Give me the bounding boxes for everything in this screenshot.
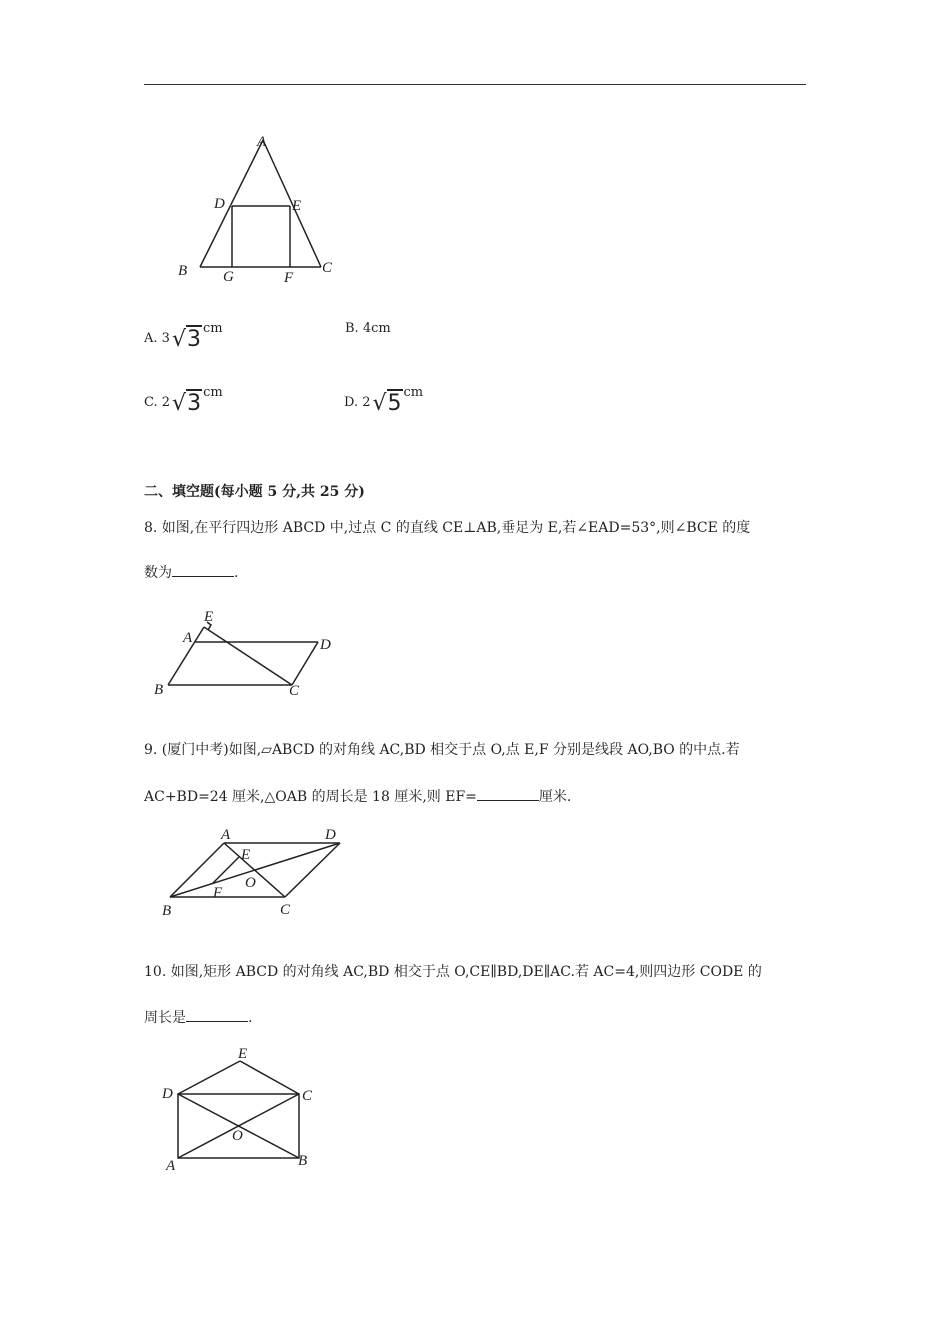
option-c bbox=[144, 380, 223, 416]
label-c: C bbox=[322, 260, 333, 276]
q9-answer-blank[interactable] bbox=[477, 786, 539, 801]
q8-answer-blank[interactable] bbox=[172, 562, 234, 577]
label-g: G bbox=[223, 269, 234, 285]
q10-suffix: . bbox=[248, 1010, 253, 1026]
option-a-unit: cm bbox=[202, 321, 223, 336]
label-a: A bbox=[257, 134, 267, 150]
label-o: O bbox=[232, 1128, 243, 1144]
q10-prefix: 周长是 bbox=[144, 1010, 186, 1026]
label-e: E bbox=[238, 1046, 248, 1062]
q10-figure bbox=[160, 1045, 330, 1175]
q10-line1: 10. 如图,矩形 ABCD 的对角线 AC,BD 相交于点 O,CE∥BD,DE∥AC.若 AC=4,则四边形 CODE 的 bbox=[144, 964, 762, 980]
option-a-prefix: A. 3 bbox=[144, 331, 170, 346]
q8-line1: 8. 如图,在平行四边形 ABCD 中,过点 C 的直线 CE⊥AB,垂足为 E,若∠EAD=53°,则∠BCE 的度 bbox=[144, 520, 751, 536]
section-title: 二、填空题(每小题 5 分,共 25 分) bbox=[144, 484, 365, 500]
q8-prefix: 数为 bbox=[144, 565, 172, 581]
label-f: F bbox=[284, 270, 294, 286]
sqrt-icon: √3 bbox=[171, 327, 201, 352]
option-d bbox=[344, 380, 424, 416]
option-d-prefix: D. 2 bbox=[344, 395, 371, 410]
segment-ce bbox=[240, 1061, 299, 1094]
q8-line2 bbox=[144, 562, 238, 583]
q9-svg bbox=[158, 822, 358, 922]
label-d: D bbox=[325, 827, 336, 843]
option-c-unit: cm bbox=[203, 385, 223, 400]
label-b: B bbox=[178, 263, 188, 279]
q9-figure bbox=[158, 822, 358, 922]
q8-svg bbox=[150, 605, 350, 700]
q9-prefix: AC+BD=24 厘米,△OAB 的周长是 18 厘米,则 EF= bbox=[144, 789, 477, 805]
label-e: E bbox=[204, 609, 214, 625]
option-d-unit: cm bbox=[403, 385, 424, 400]
sqrt-icon: √5 bbox=[372, 391, 402, 416]
label-c: C bbox=[280, 902, 291, 918]
label-c: C bbox=[289, 683, 300, 699]
q9-suffix: 厘米. bbox=[538, 789, 572, 805]
label-e: E bbox=[241, 847, 251, 863]
triangle-svg bbox=[170, 130, 350, 290]
segment-de bbox=[178, 1061, 240, 1094]
q9-line2 bbox=[144, 786, 571, 807]
option-c-radicand: 3 bbox=[187, 391, 202, 416]
label-d: D bbox=[320, 637, 331, 653]
label-d: D bbox=[214, 196, 225, 212]
option-c-prefix: C. 2 bbox=[144, 395, 171, 410]
option-a-radicand: 3 bbox=[186, 327, 201, 352]
q8-suffix: . bbox=[234, 565, 239, 581]
label-f: F bbox=[213, 885, 223, 901]
q10-answer-blank[interactable] bbox=[186, 1007, 248, 1022]
sqrt-icon: √3 bbox=[172, 391, 202, 416]
label-a: A bbox=[221, 827, 231, 843]
label-e: E bbox=[292, 198, 302, 214]
option-b bbox=[344, 316, 391, 346]
header-rule bbox=[144, 84, 806, 85]
label-a: A bbox=[166, 1158, 176, 1174]
q10-svg bbox=[160, 1045, 330, 1175]
option-b-text: B. 4cm bbox=[345, 321, 391, 336]
q8-figure bbox=[150, 605, 350, 700]
q10-line2 bbox=[144, 1007, 252, 1028]
label-d: D bbox=[162, 1086, 173, 1102]
label-b: B bbox=[298, 1153, 308, 1169]
label-a: A bbox=[183, 630, 193, 646]
option-d-radicand: 5 bbox=[387, 391, 402, 416]
label-b: B bbox=[162, 903, 172, 919]
label-o: O bbox=[245, 875, 256, 891]
segment-ec bbox=[204, 627, 292, 685]
option-a bbox=[144, 316, 223, 352]
label-c: C bbox=[302, 1088, 313, 1104]
q9-line1: 9. (厦门中考)如图,▱ABCD 的对角线 AC,BD 相交于点 O,点 E,F 分别是线段 AO,BO 的中点.若 bbox=[144, 742, 740, 758]
label-b: B bbox=[154, 682, 164, 698]
triangle-figure bbox=[170, 130, 350, 290]
side-dc bbox=[292, 642, 318, 685]
